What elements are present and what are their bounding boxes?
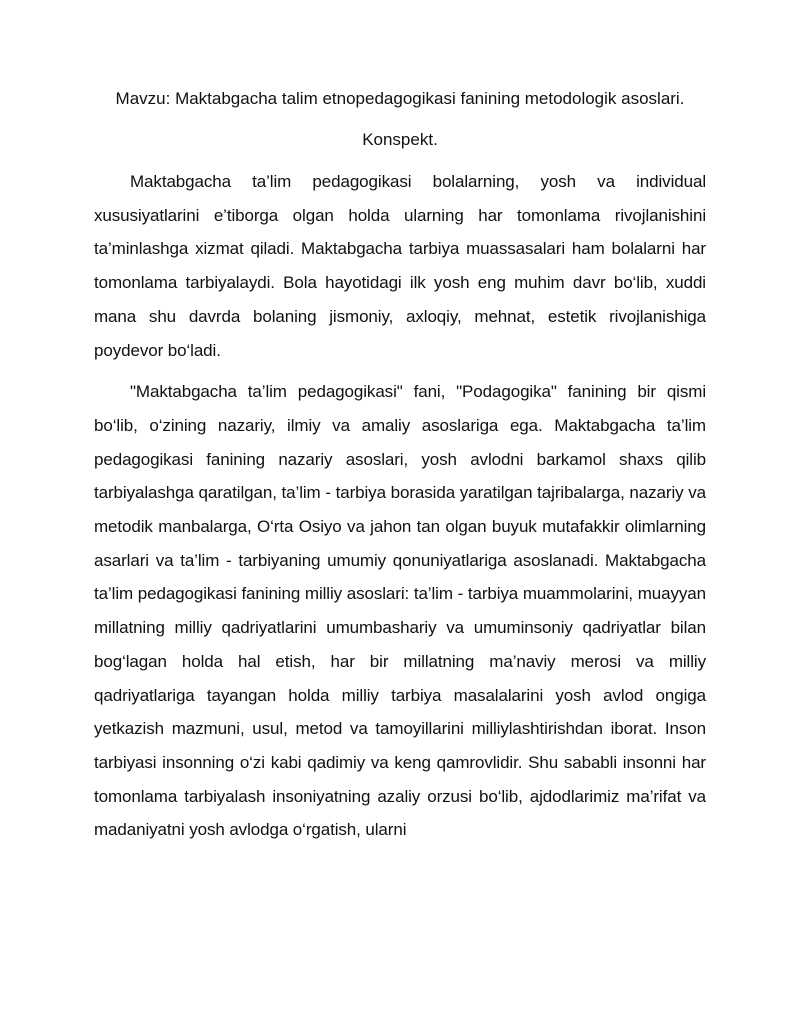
document-page bbox=[94, 82, 706, 855]
paragraph-1: Maktabgacha ta’lim pedagogikasi bolalarning, yosh va individual xususiyatlarini e’tiborga olgan holda ularning har tomonlama rivojlanishini ta’minlashga xizmat qiladi. Maktabgacha tarbiya muassasalari ham bolalarni har tomonlama tarbiyalaydi. Bola hayotidagi ilk yosh eng muhim davr bo‘lib, xuddi mana shu davrda bolaning jismoniy, axloqiy, mehnat, estetik rivojlanishiga poydevor bo‘ladi. bbox=[94, 172, 706, 360]
document-title: Mavzu: Maktabgacha talim etnopedagogikasi fanining metodologik asoslari. bbox=[115, 89, 685, 108]
document-subtitle: Konspekt. bbox=[362, 130, 438, 149]
paragraph-2: "Maktabgacha ta’lim pedagogikasi" fani, "Podagogika" fanining bir qismi bo‘lib, o‘zining nazariy, ilmiy va amaliy asoslariga ega. Maktabgacha ta’lim pedagogikasi fanining nazariy asoslari, yosh avlodni barkamol shaxs qilib tarbiyalashga qaratilgan, ta’lim - tarbiya borasida yaratilgan tajribalarga, nazariy va metodik manbalarga, O‘rta Osiyo va jahon tan olgan buyuk mutafakkir olimlarning asarlari va ta’lim - tarbiyaning umumiy qonuniyatlariga asoslanadi. Maktabgacha ta’lim pedagogikasi fanining milliy asoslari: ta’lim - tarbiya muammolarini, muayyan millatning milliy qadriyatlarini umumbashariy va umuminsoniy qadriyatlar bilan bog‘lagan holda hal etish, har bir millatning ma’naviy merosi va milliy qadriyatlariga tayangan holda milliy tarbiya masalalarini yosh avlod ongiga yetkazish mazmuni, usul, metod va tamoyillarini milliylashtirishdan iborat. Inson tarbiyasi insonning o‘zi kabi qadimiy va keng qamrovlidir. Shu sababli insonni har tomonlama tarbiyalash insoniyatning azaliy orzusi bo‘lib, ajdodlarimiz ma’rifat va madaniyatni yosh avlodga o‘rgatish, ularni bbox=[94, 382, 706, 840]
